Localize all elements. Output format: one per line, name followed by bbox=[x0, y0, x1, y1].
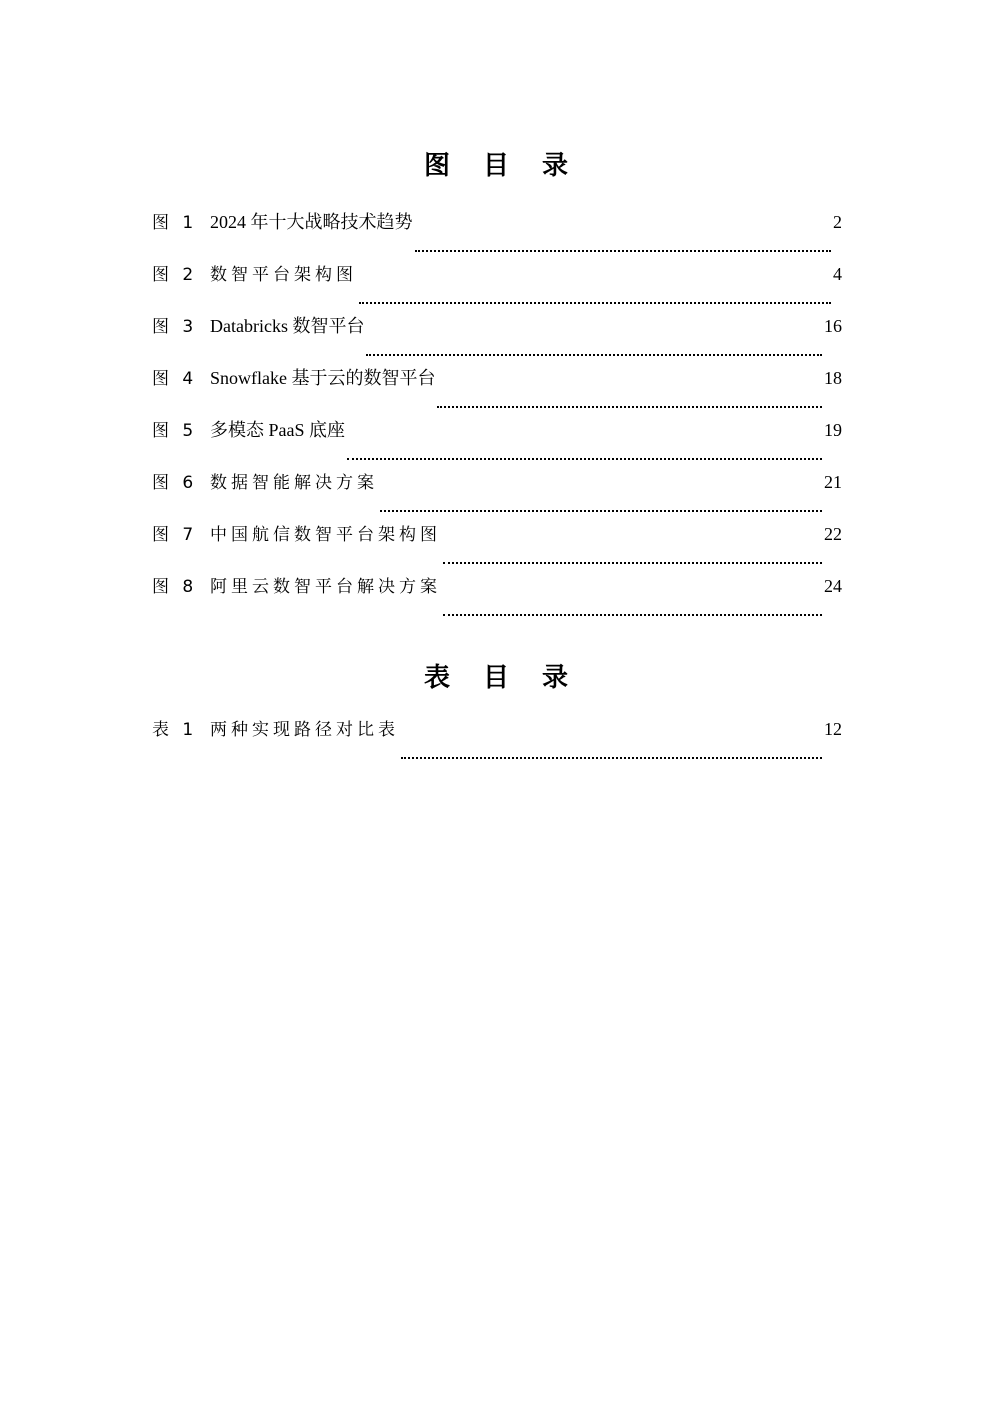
figure-index-title: 图 目 录 bbox=[423, 151, 581, 181]
dot-leader bbox=[380, 509, 822, 512]
entry-label: 图 6 bbox=[152, 473, 198, 493]
entry-label: 图 2 bbox=[152, 265, 198, 285]
dot-leader bbox=[359, 301, 831, 304]
entry-page-number: 24 bbox=[824, 576, 842, 596]
entry-label: 图 1 bbox=[152, 213, 198, 233]
entry-title: 2024 年十大战略技术趋势 bbox=[210, 212, 413, 232]
table-index-list bbox=[152, 715, 842, 767]
entry-page-number: 16 bbox=[824, 316, 842, 336]
entry-page-number: 21 bbox=[824, 472, 842, 492]
dot-leader bbox=[347, 457, 822, 460]
dot-leader bbox=[401, 756, 822, 759]
toc-entry-figure-4[interactable] bbox=[152, 364, 842, 416]
entry-label: 图 4 bbox=[152, 369, 198, 389]
entry-title: 数据智能解决方案 bbox=[210, 473, 378, 493]
entry-label: 表 1 bbox=[152, 720, 198, 740]
dot-leader bbox=[443, 561, 822, 564]
toc-entry-table-1[interactable] bbox=[152, 715, 842, 767]
entry-page-number: 12 bbox=[824, 719, 842, 739]
figure-index-list bbox=[152, 208, 842, 624]
entry-title: 中国航信数智平台架构图 bbox=[210, 525, 441, 545]
entry-page-number: 2 bbox=[833, 212, 842, 232]
toc-entry-figure-6[interactable] bbox=[152, 468, 842, 520]
entry-page-number: 19 bbox=[824, 420, 842, 440]
toc-entry-figure-3[interactable] bbox=[152, 312, 842, 364]
toc-entry-figure-8[interactable] bbox=[152, 572, 842, 624]
entry-page-number: 4 bbox=[833, 264, 842, 284]
entry-label: 图 5 bbox=[152, 421, 198, 441]
dot-leader bbox=[366, 353, 822, 356]
entry-title: 两种实现路径对比表 bbox=[210, 720, 399, 740]
entry-label: 图 3 bbox=[152, 317, 198, 337]
toc-entry-figure-5[interactable] bbox=[152, 416, 842, 468]
entry-title: Databricks 数智平台 bbox=[210, 316, 365, 336]
table-index-title: 表 目 录 bbox=[423, 663, 581, 693]
dot-leader bbox=[443, 613, 822, 616]
entry-title: 阿里云数智平台解决方案 bbox=[210, 577, 441, 597]
entry-label: 图 7 bbox=[152, 525, 198, 545]
dot-leader bbox=[437, 405, 822, 408]
entry-page-number: 18 bbox=[824, 368, 842, 388]
toc-entry-figure-7[interactable] bbox=[152, 520, 842, 572]
entry-title: Snowflake 基于云的数智平台 bbox=[210, 368, 436, 388]
toc-entry-figure-1[interactable] bbox=[152, 208, 842, 260]
entry-label: 图 8 bbox=[152, 577, 198, 597]
entry-title: 多模态 PaaS 底座 bbox=[210, 420, 345, 440]
toc-entry-figure-2[interactable] bbox=[152, 260, 842, 312]
entry-title: 数智平台架构图 bbox=[210, 265, 357, 285]
dot-leader bbox=[415, 249, 832, 252]
entry-page-number: 22 bbox=[824, 524, 842, 544]
